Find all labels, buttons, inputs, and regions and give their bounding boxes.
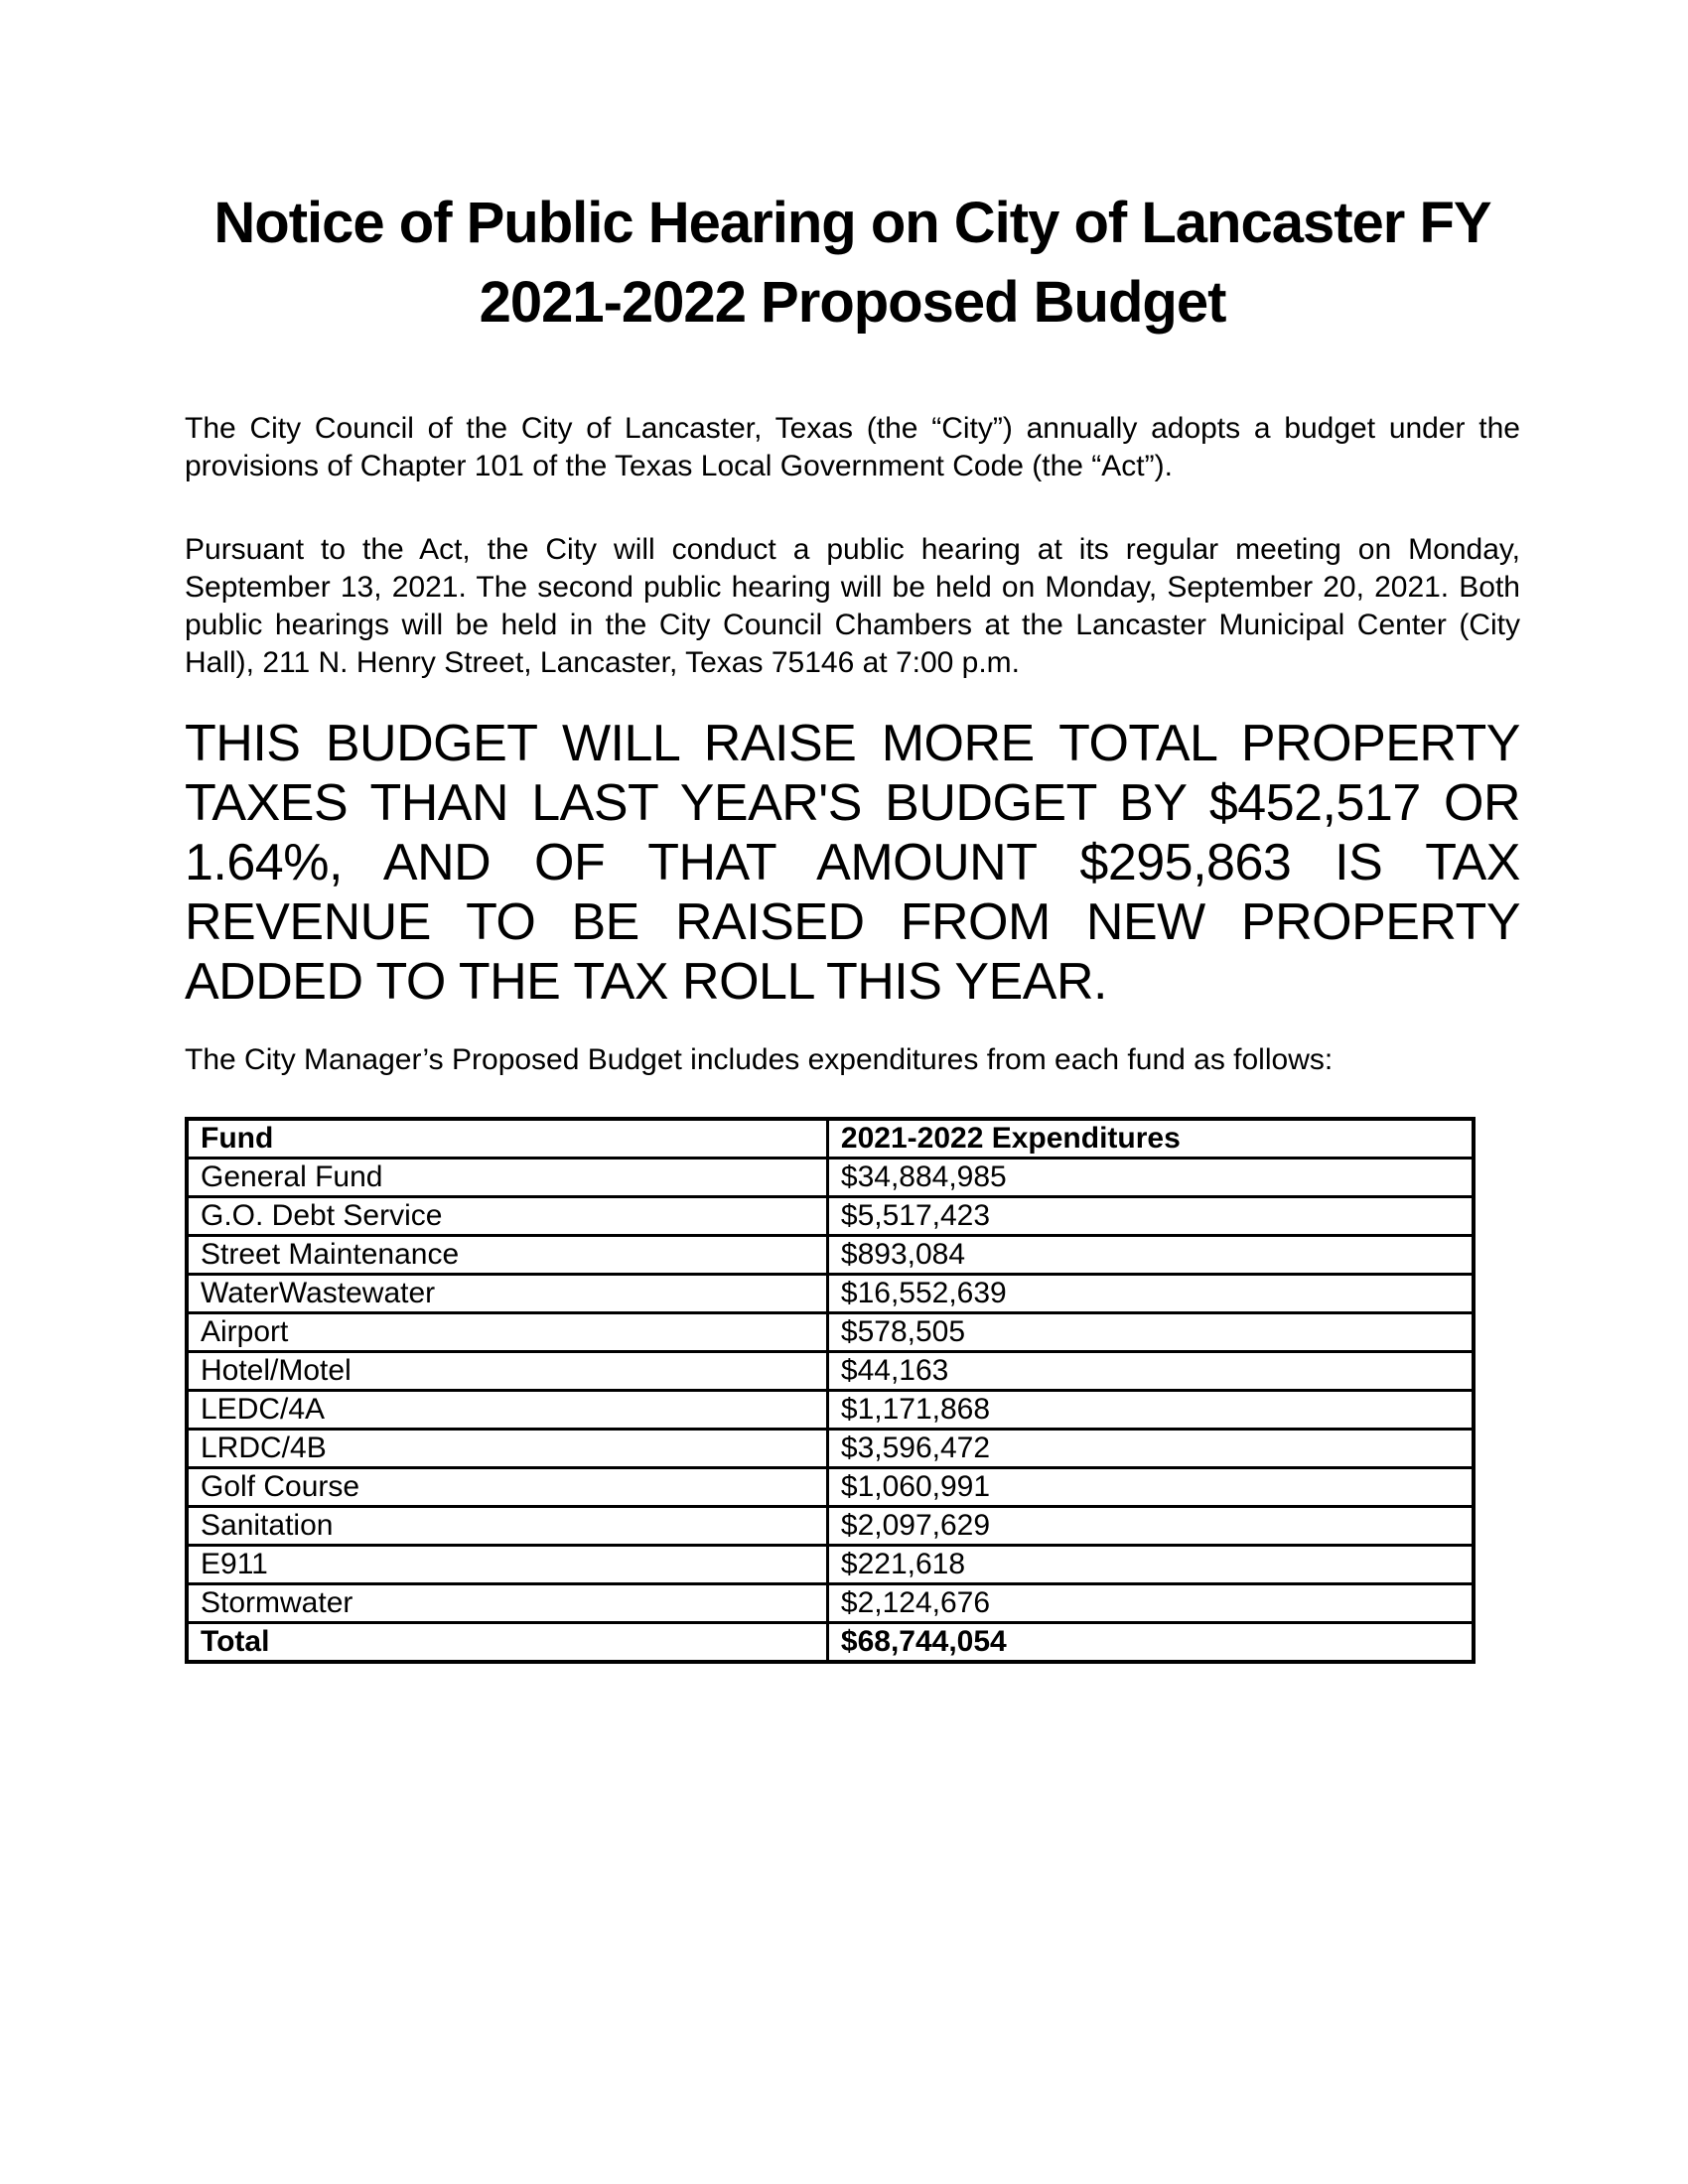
amount-cell: $578,505 [827,1313,1474,1352]
amount-cell: $44,163 [827,1352,1474,1391]
table-header-fund: Fund [187,1119,827,1159]
fund-cell: G.O. Debt Service [187,1197,827,1236]
amount-cell: $1,171,868 [827,1391,1474,1430]
paragraph-hearing-schedule: Pursuant to the Act, the City will conduct a public hearing at its regular meeting on Monday, September 13, 2021. The second public hearing will be held on Monday, September 20, 2021. Both public hearings will be held in the City Council Chambers at the Lancaster Municipal Center (City Hall), 211 N. Henry Street, Lancaster, Texas 75146 at 7:00 p.m. [185,533,1520,679]
table-row [187,1546,1474,1584]
amount-cell: $221,618 [827,1546,1474,1584]
table-row [187,1430,1474,1468]
amount-cell: $893,084 [827,1236,1474,1275]
table-row [187,1584,1474,1623]
amount-cell: $2,097,629 [827,1507,1474,1546]
total-amount-cell: $68,744,054 [827,1623,1474,1663]
fund-cell: General Fund [187,1159,827,1197]
amount-cell: $3,596,472 [827,1430,1474,1468]
table-row [187,1468,1474,1507]
amount-cell: $16,552,639 [827,1275,1474,1313]
fund-cell: E911 [187,1546,827,1584]
fund-cell: Golf Course [187,1468,827,1507]
amount-cell: $5,517,423 [827,1197,1474,1236]
table-header-expenditures: 2021-2022 Expenditures [827,1119,1474,1159]
table-row [187,1159,1474,1197]
fund-cell: LEDC/4A [187,1391,827,1430]
expenditures-table [185,1117,1476,1664]
table-row [187,1236,1474,1275]
total-label-cell: Total [187,1623,827,1663]
fund-cell: Street Maintenance [187,1236,827,1275]
document-content [185,0,1520,1664]
table-row [187,1313,1474,1352]
tax-increase-statement: THIS BUDGET WILL RAISE MORE TOTAL PROPERTY TAXES THAN LAST YEAR'S BUDGET BY $452,517 OR 1.64%, AND OF THAT AMOUNT $295,863 IS TAX REVENUE TO BE RAISED FROM NEW PROPERTY ADDED TO THE TAX ROLL THIS YEAR. [185,715,1520,1011]
fund-cell: Sanitation [187,1507,827,1546]
table-total-row [187,1623,1474,1663]
fund-cell: LRDC/4B [187,1430,827,1468]
table-row [187,1275,1474,1313]
fund-cell: Hotel/Motel [187,1352,827,1391]
page-title: Notice of Public Hearing on City of Lancaster FY 2021-2022 Proposed Budget [213,191,1491,335]
table-row [187,1391,1474,1430]
table-row [187,1507,1474,1546]
paragraph-budget-adoption: The City Council of the City of Lancaster, Texas (the “City”) annually adopts a budget under the provisions of Chapter 101 of the Texas Local Government Code (the “Act”). [185,412,1520,482]
fund-cell: WaterWastewater [187,1275,827,1313]
table-header-row [187,1119,1474,1159]
table-intro-text: The City Manager’s Proposed Budget includes expenditures from each fund as follows: [185,1043,1334,1076]
table-row [187,1197,1474,1236]
amount-cell: $2,124,676 [827,1584,1474,1623]
fund-cell: Stormwater [187,1584,827,1623]
table-row [187,1352,1474,1391]
fund-cell: Airport [187,1313,827,1352]
amount-cell: $34,884,985 [827,1159,1474,1197]
amount-cell: $1,060,991 [827,1468,1474,1507]
